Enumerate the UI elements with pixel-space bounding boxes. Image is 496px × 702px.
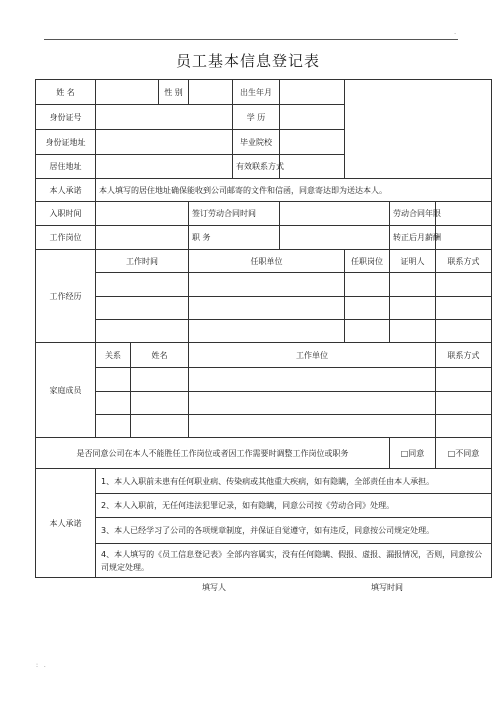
salary-field[interactable] [436,226,492,250]
family-cell[interactable] [436,415,492,438]
residence-label: 居住地址 [36,155,96,179]
residence-field[interactable] [96,155,233,179]
family-cell[interactable] [96,368,131,392]
work-history-label: 工作经历 [36,250,96,343]
work-history-cell[interactable] [96,273,189,297]
disagree-checkbox[interactable]: □不同意 [436,438,492,469]
work-history-header: 任职单位 [189,250,345,273]
birth-field[interactable] [280,80,345,105]
family-cell[interactable] [96,415,131,438]
work-history-cell[interactable] [345,297,390,320]
work-history-cell[interactable] [390,320,436,343]
post-label: 工作岗位 [36,226,96,250]
education-label: 学 历 [233,105,280,130]
family-cell[interactable] [189,368,436,392]
family-cell[interactable] [131,368,189,392]
registration-form [35,79,492,578]
position-field[interactable] [280,226,390,250]
family-cell[interactable] [436,392,492,415]
contract-years-label: 劳动合同年限 [390,202,436,226]
family-cell[interactable] [189,415,436,438]
pledge-label: 本人承诺 [36,469,96,578]
work-history-header: 证明人 [390,250,436,273]
id-number-label: 身份证号 [36,105,96,130]
contract-sign-label: 签订劳动合同时间 [189,202,280,226]
pledge-item: 4、本人填写的《员工信息登记表》全部内容属实，没有任何隐瞒、假报、虚报、漏报情况，否则，同意按公司规定处理。 [96,544,492,578]
work-history-cell[interactable] [189,320,345,343]
contract-sign-field[interactable] [280,202,390,226]
work-history-cell[interactable] [96,320,189,343]
work-history-cell[interactable] [96,297,189,320]
family-header: 关系 [96,343,131,368]
contact-field[interactable] [280,155,345,179]
filled-by-label: 填写人 [202,583,226,592]
commitment-label: 本人承诺 [36,179,96,202]
work-history-header: 工作时间 [96,250,189,273]
post-field[interactable] [96,226,189,250]
gender-label: 性 别 [159,80,189,105]
gender-field[interactable] [189,80,233,105]
birth-label: 出生年月 [233,80,280,105]
work-history-cell[interactable] [345,273,390,297]
family-cell[interactable] [96,392,131,415]
id-address-label: 身份证地址 [36,130,96,155]
position-label: 职 务 [189,226,280,250]
work-history-cell[interactable] [189,273,345,297]
work-history-cell[interactable] [345,320,390,343]
entry-date-label: 入职时间 [36,202,96,226]
work-history-header: 任职岗位 [345,250,390,273]
education-field[interactable] [280,105,345,130]
contact-label: 有效联系方式 [233,155,280,179]
entry-date-field[interactable] [96,202,189,226]
id-address-field[interactable] [96,130,233,155]
pledge-item: 1、本人入职前未患有任何职业病、传染病或其他重大疾病，如有隐瞒，全部责任由本人承担。 [96,469,492,494]
agree-checkbox[interactable]: □同意 [390,438,436,469]
corner-mark: : . [36,662,48,669]
commitment-text: 本人填写的居住地址确保能收到公司邮寄的文件和信函，同意寄达即为送达本人。 [96,179,492,202]
school-field[interactable] [280,130,345,155]
family-cell[interactable] [131,392,189,415]
work-history-cell[interactable] [436,320,492,343]
school-label: 毕业院校 [233,130,280,155]
consent-question: 是否同意公司在本人不能胜任工作岗位或者因工作需要时调整工作岗位或职务 [36,438,390,469]
family-cell[interactable] [436,368,492,392]
family-header: 工作单位 [189,343,436,368]
work-history-cell[interactable] [189,297,345,320]
work-history-cell[interactable] [390,273,436,297]
fill-time-label: 填写时间 [371,583,403,592]
name-field[interactable] [96,80,159,105]
work-history-header: 联系方式 [436,250,492,273]
family-label: 家庭成员 [36,343,96,438]
header-rule [44,39,458,40]
contract-years-field[interactable] [436,202,492,226]
salary-label: 转正后月薪酬 [390,226,436,250]
work-history-cell[interactable] [390,297,436,320]
work-history-cell[interactable] [436,297,492,320]
pledge-item: 3、本人已经学习了公司的各项规章制度，并保证自觉遵守，如有违反，同意按公司规定处理。 [96,518,492,544]
family-cell[interactable] [131,415,189,438]
corner-mark: . [454,29,456,36]
family-cell[interactable] [189,392,436,415]
work-history-cell[interactable] [436,273,492,297]
family-header: 联系方式 [436,343,492,368]
page-title: 员工基本信息登记表 [175,52,320,70]
name-label: 姓 名 [36,80,96,105]
family-header: 姓名 [131,343,189,368]
id-number-field[interactable] [96,105,233,130]
photo-box[interactable] [345,80,492,179]
pledge-item: 2、本人入职前，无任何违法犯罪记录，如有隐瞒，同意公司按《劳动合同》处理。 [96,494,492,518]
